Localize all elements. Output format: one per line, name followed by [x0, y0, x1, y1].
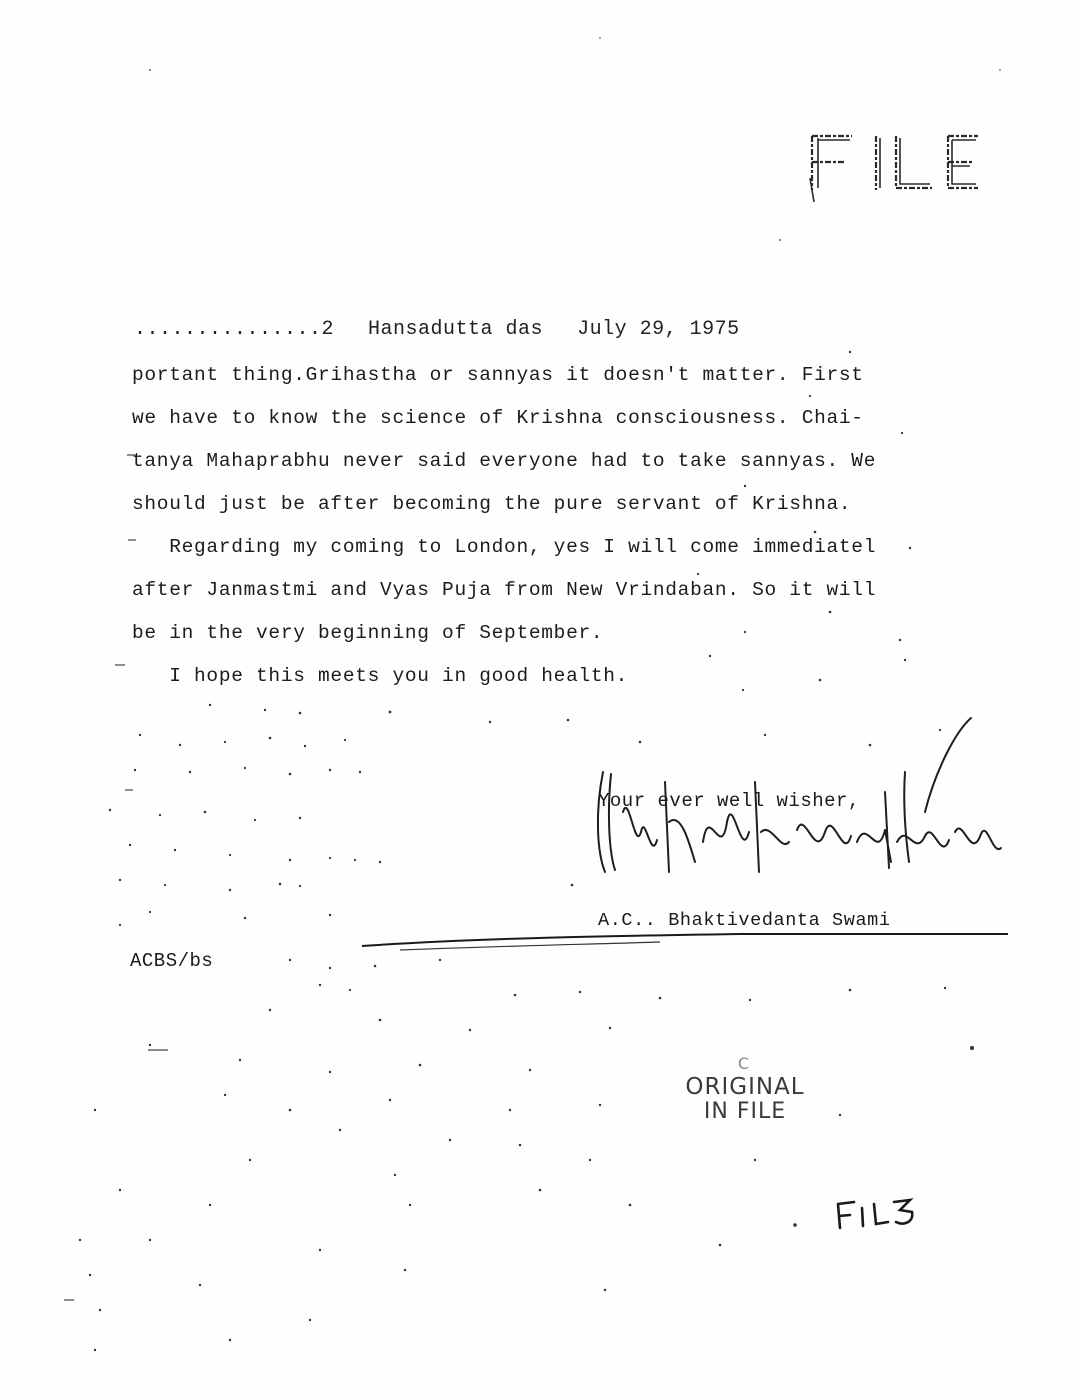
body-line: portant thing.Grihastha or sannyas it doesn't matter. First — [132, 364, 864, 386]
body-line: should just be after becoming the pure servant of Krishna. — [132, 493, 852, 515]
letter-header — [134, 318, 774, 341]
sender-name: A.C.. Bhaktivedanta Swami — [598, 910, 891, 931]
closing-line: Your ever well wisher, — [598, 790, 860, 812]
signature-rule — [360, 928, 1010, 958]
stamp-in-file-text: IN FILE — [703, 1099, 787, 1125]
file-stamp-icon — [800, 118, 980, 208]
body-line: after Janmastmi and Vyas Puja from New Vrindaban. So it will — [132, 579, 877, 601]
body-line: I hope this meets you in good health. — [132, 665, 629, 687]
recipient-name: Hansadutta das — [368, 318, 544, 341]
original-in-file-stamp — [665, 1055, 825, 1124]
reference-initials: ACBS/bs — [130, 950, 214, 972]
body-line: Regarding my coming to London, yes I will come immediatel — [132, 536, 877, 558]
handwritten-file-icon — [830, 1192, 920, 1232]
body-line: tanya Mahaprabhu never said everyone had to take sannyas. We — [132, 450, 877, 472]
body-line: we have to know the science of Krishna consciousness. Chai- — [132, 407, 864, 429]
stamp-original-text: ORIGINAL — [685, 1074, 805, 1100]
letter-date: July 29, 1975 — [577, 318, 740, 341]
signature-icon — [585, 712, 1015, 902]
page-marker: ...............2 — [134, 318, 335, 341]
body-line: be in the very beginning of September. — [132, 622, 604, 644]
stamp-faint-text: C — [737, 1054, 753, 1073]
